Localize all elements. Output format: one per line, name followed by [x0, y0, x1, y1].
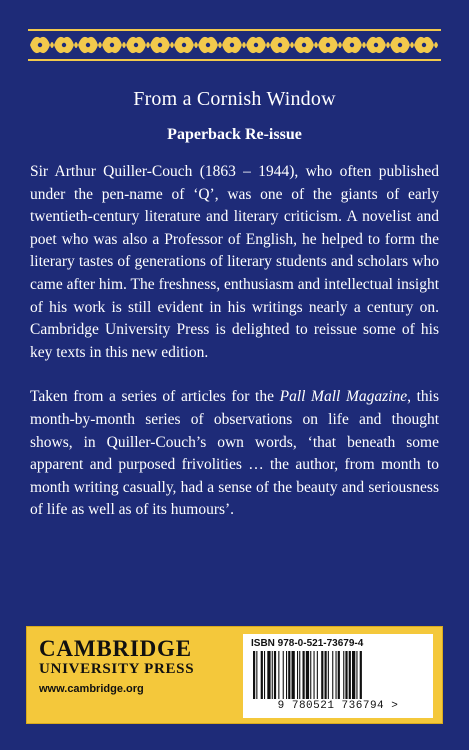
paragraph-2-text-end: , this month-by-month series of observations on life and thought shows, in Quiller-Couch’s own words, ‘that beneath some apparent and purposed frivolities … the author, from month to month writing casually, had a sense of the beauty and seriousness of life as well as of its humours’. [30, 388, 439, 519]
paragraph-2-text-start: Taken from a series of articles for the [30, 388, 280, 406]
isbn-number: ISBN 978-0-521-73679-4 [251, 638, 364, 649]
description-paragraph-1: Sir Arthur Quiller-Couch (1863 – 1944), who often published under the pen-name of ‘Q’, was one of the giants of early twentieth-century literature and literary criticism. A novelist and poet who was also a Professor of English, he helped to form the literary tastes of generations of literary students and scholars who came after him. The freshness, enthusiasm and intellectual insight of his work is still evident in his writings nearly a century on. Cambridge University Press is delighted to reissue some of his key texts in this new edition. [30, 163, 439, 361]
barcode-icon [251, 651, 425, 701]
publisher-website: www.cambridge.org [39, 683, 144, 695]
barcode-digits: 9 780521 736794 > [277, 700, 399, 712]
description-text [30, 161, 439, 544]
publisher-subtitle: UNIVERSITY PRESS [39, 661, 195, 677]
ornament-pattern-icon [28, 28, 441, 62]
barcode-panel [243, 634, 433, 718]
magazine-title: Pall Mall Magazine [279, 388, 408, 406]
publisher-footer [26, 626, 443, 724]
book-title: From a Cornish Window [133, 88, 336, 110]
decorative-ornament-band [28, 28, 441, 62]
edition-label: Paperback Re-issue [167, 126, 302, 143]
description-paragraph-2 [30, 386, 439, 522]
publisher-logo: CAMBRIDGE [39, 636, 192, 661]
